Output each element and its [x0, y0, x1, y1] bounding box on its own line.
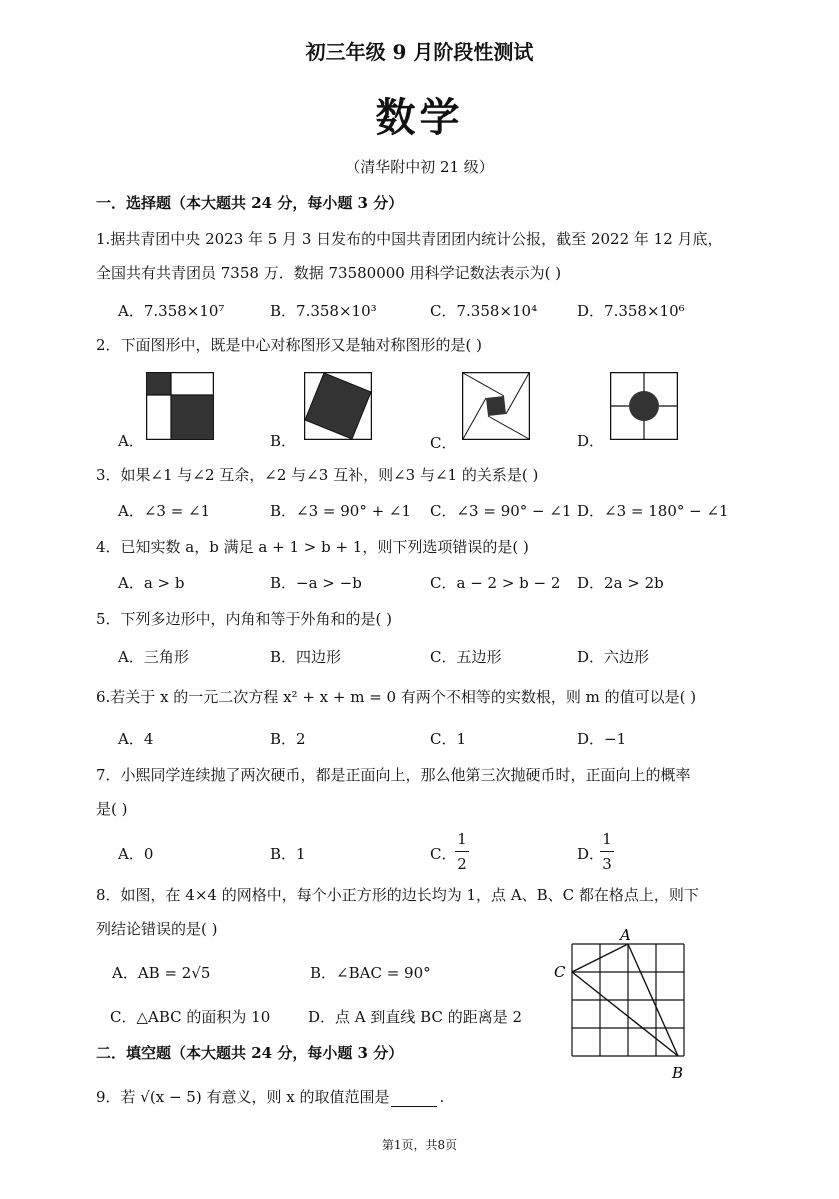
option-a: A．AB = 2√5 [112, 964, 211, 982]
fraction-denominator: 3 [602, 855, 612, 873]
point-b-label: B [672, 1064, 684, 1082]
option-c: C．∠3 = 90° − ∠1 [430, 502, 572, 520]
option-b: B．∠BAC = 90° [310, 964, 431, 982]
option-c-label: C． [430, 845, 457, 863]
school-subtitle: （清华附中初 21 级） [345, 158, 494, 176]
option-a: A．7.358×10⁷ [118, 302, 225, 320]
question-5: 5．下列多边形中，内角和等于外角和的是( ) [96, 610, 393, 628]
option-d: D．∠3 = 180° − ∠1 [577, 502, 729, 520]
figure-a [146, 372, 214, 440]
option-d: D．六边形 [577, 648, 650, 666]
option-b: B．四边形 [270, 648, 342, 666]
point-c-label: C [554, 963, 566, 981]
option-c: C．△ABC 的面积为 10 [110, 1008, 271, 1026]
point-a-label: A [620, 926, 631, 944]
question-2: 2．下面图形中，既是中心对称图形又是轴对称图形的是( ) [96, 336, 483, 354]
question-9-text: 9．若 √(x − 5) 有意义，则 x 的取值范围是 [96, 1088, 390, 1106]
option-a: A．三角形 [118, 648, 189, 666]
answer-blank[interactable] [391, 1092, 437, 1107]
option-d: D．点 A 到直线 BC 的距离是 2 [308, 1008, 523, 1026]
option-a: A．∠3 = ∠1 [118, 502, 211, 520]
question-7-line1: 7．小熙同学连续抛了两次硬币，都是正面向上，那么他第三次抛硬币时，正面向上的概率 [96, 766, 691, 784]
question-1-line2: 全国共有共青团员 7358 万．数据 73580000 用科学记数法表示为( ) [96, 264, 562, 282]
option-c: C．1 [430, 730, 467, 748]
option-c: C．a − 2 > b − 2 [430, 574, 561, 592]
figure-label-c: C． [430, 434, 457, 452]
figure-label-d: D． [577, 432, 605, 450]
option-b: B．∠3 = 90° + ∠1 [270, 502, 412, 520]
page-footer: 第1页，共8页 [381, 1138, 458, 1152]
figure-b [304, 372, 372, 440]
question-7-line2: 是( ) [96, 800, 128, 818]
subject-title: 数学 [375, 94, 464, 141]
fraction-bar [600, 851, 614, 852]
option-a: A．4 [118, 730, 154, 748]
option-b: B．7.358×10³ [270, 302, 377, 320]
question-9-period: . [439, 1088, 445, 1106]
fraction-bar [455, 851, 469, 852]
option-a: A．a > b [118, 574, 185, 592]
figure-c [462, 372, 530, 440]
fraction-numerator: 1 [602, 830, 612, 848]
grid-figure [550, 926, 700, 1086]
fraction-numerator: 1 [457, 830, 467, 848]
question-4: 4．已知实数 a，b 满足 a + 1 > b + 1，则下列选项错误的是( ) [96, 538, 529, 556]
option-a: A．0 [118, 845, 154, 863]
question-3: 3．如果∠1 与∠2 互余，∠2 与∠3 互补，则∠3 与∠1 的关系是( ) [96, 466, 539, 484]
option-d: D．2a > 2b [577, 574, 664, 592]
figure-label-a: A． [118, 432, 144, 450]
exam-title: 初三年级 9 月阶段性测试 [305, 40, 534, 64]
option-d: D．−1 [577, 730, 627, 748]
option-c: C．7.358×10⁴ [430, 302, 538, 320]
option-b: B．1 [270, 845, 306, 863]
section-heading: 一．选择题（本大题共 24 分，每小题 3 分） [96, 194, 404, 212]
fraction-denominator: 2 [457, 855, 467, 873]
question-8-line1: 8．如图，在 4×4 的网格中，每个小正方形的边长均为 1，点 A、B、C 都在格点上，则下 [96, 886, 699, 904]
option-c: C．五边形 [430, 648, 502, 666]
section-heading: 二．填空题（本大题共 24 分，每小题 3 分） [96, 1044, 404, 1062]
question-8-line2: 列结论错误的是( ) [96, 920, 218, 938]
figure-d [610, 372, 678, 440]
figure-label-b: B． [270, 432, 297, 450]
question-9 [96, 1086, 444, 1107]
option-d-label: D． [577, 845, 605, 863]
question-6: 6.若关于 x 的一元二次方程 x² + x + m = 0 有两个不相等的实数根，则 m 的值可以是( ) [96, 688, 697, 706]
question-1-line1: 1.据共青团中央 2023 年 5 月 3 日发布的中国共青团团内统计公报，截至 2022 年 12 月底， [96, 230, 723, 248]
option-d: D．7.358×10⁶ [577, 302, 685, 320]
option-b: B．2 [270, 730, 306, 748]
option-b: B．−a > −b [270, 574, 362, 592]
